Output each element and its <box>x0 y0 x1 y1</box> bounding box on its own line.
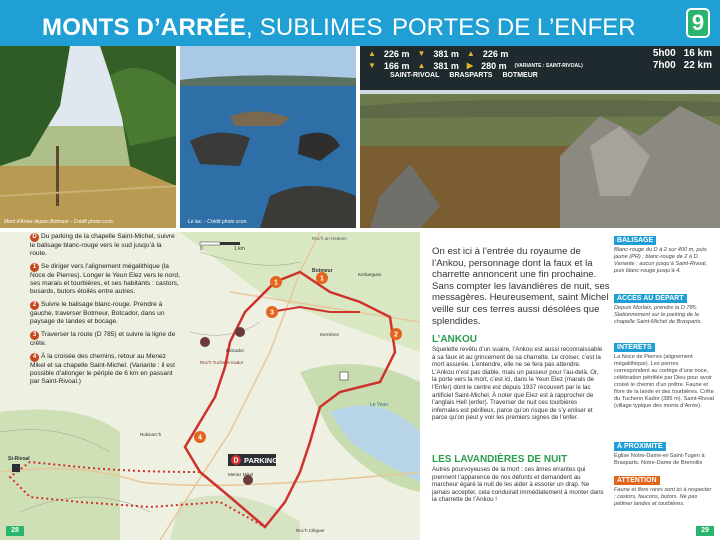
scale-label-1: 1 km <box>234 246 245 252</box>
section-title-ankou: L’ANKOU <box>432 334 477 345</box>
map-label: Botcador <box>226 348 245 353</box>
elevation-icon: ▶ <box>466 61 474 70</box>
direction-step: 2 Suivre le balisage blanc-rouge. Prendre à gauche, traverser Botmeur, Botcador, dans un paysage de landes et bocage. <box>30 301 165 325</box>
balisage-text: Blanc-rouge du D à 2 sur 400 m, puis jaune (PR) ; blanc-rouge de 2 à D. Variante : aucun jusqu’à Saint-Rivoal, puis blanc-rouge jusqu’à 4. <box>614 247 708 274</box>
attention-text: Faune et flore rares sont ici à respecter : castors, faucons, butors. Ne pas piétiner landes et tourbières. <box>614 487 712 507</box>
svg-text:4: 4 <box>198 434 202 442</box>
page-number-right: 29 <box>696 526 714 536</box>
map-label: Le Yeun <box>370 402 389 408</box>
descent-icon: ▼ <box>417 49 426 58</box>
map-label: Roc’h an Hedenn <box>312 236 347 241</box>
section-title-lavandieres: LES LAVANDIÈRES DE NUIT <box>432 454 568 465</box>
stats-row-variant: ▼ 166 m ▲ 381 m ▶ 280 m (VARIANTE : SAINT-RIVOAL) 7h00 22 km <box>368 60 712 71</box>
map-label: Rokinarc’h <box>140 432 162 437</box>
map-label: Menez Mikel <box>228 472 254 477</box>
section-body-ankou: Squelette revêtu d’un suaire, l’Ankou est aussi reconnaissable à sa faux et au grincement de sa charrette. Le croiser, c’est la mort assurée. L’entendre, elle ne se fera pas attendre. L’Ankou n’est pas diable, mais un passeur pour l’au-delà. Or, la porte vers la mort, c’est ici, dans le Yeun Elez (marais de l’Enfer) dont le centre est depuis 1937 recouvert par le lac artificiel Saint-Michel. À noter que Elez est à rapprocher de l’anglais Hell (enfer). Traverser de nuit ces tourbières infernales est périlleux, parce qu’on risque de s’y enliser et parce qu’on peut y voir les premiers signes de l’enfer. <box>432 346 603 422</box>
scale-label-0: 0 <box>200 246 203 252</box>
places-row: SAINT-RIVOAL BRASPARTS BOTMEUR <box>390 71 538 79</box>
ascent-icon: ▼ <box>368 61 376 70</box>
direction-step: 3 Traverser la route (D 785) et suivre la ligne de crête. <box>30 331 176 347</box>
elevation-icon: ▲ <box>466 49 475 58</box>
map-label: Roc’h Tuchenn Kador <box>200 360 244 365</box>
section-body-lavandieres: Autres pourvoyeuses de la mort : ces âmes errantes qui prennent l’apparence de nos défunts et demandent au marcheur égaré la nuit de les aider à essorer un drap. Ne jamais accepter, cela conduirait immédiatement à monter dans la charrette de l’Ankou ! <box>432 466 604 504</box>
directions-panel <box>28 233 180 391</box>
photo-caption: Le lac. - Crédit photo ccon. <box>188 219 248 225</box>
interets-heading: INTÉRÊTS <box>614 343 655 352</box>
balisage-heading: BALISAGE <box>614 236 656 245</box>
svg-text:D: D <box>233 457 239 465</box>
svg-text:3: 3 <box>270 309 274 317</box>
proximite-text: Église Notre-Dame-et-Saint-Tugen à Brasparts. Notre-Dame de Brennilis <box>614 453 705 466</box>
parking-label: PARKING <box>244 456 279 465</box>
map-label: Kerbargues <box>358 272 382 277</box>
step-number: D <box>30 233 39 242</box>
acces-heading: ACCÈS AU DÉPART <box>614 294 687 303</box>
ascent-icon: ▲ <box>368 49 376 58</box>
photo-caption <box>630 86 714 225</box>
route-number-badge: 9 <box>686 8 710 38</box>
direction-step: 1 Se diriger vers l’alignement mégalithique (la Noce de Pierres). Longer le Yeun Elez vers le nord, ses marais et tourbières, et ses habitants : castors, busards, butors étoilés entre autres. <box>30 263 180 295</box>
step-number: 4 <box>30 353 39 362</box>
step-number: 1 <box>30 263 39 272</box>
map-label: Roc’h Cléguer <box>296 528 325 533</box>
page-number-left: 28 <box>6 526 24 536</box>
svg-text:2: 2 <box>394 331 398 339</box>
photo-lake <box>180 46 356 228</box>
svg-text:1: 1 <box>274 279 278 287</box>
step-number: 3 <box>30 331 39 340</box>
photo-caption: Mont d’Arrée depuis Botmeur - Crédit photo ccon. <box>4 219 115 225</box>
step-number: 2 <box>30 301 39 310</box>
acces-text: Depuis Morlaix, prendre la D 785. Stationnement sur le parking de la chapelle Saint-Michel de Brasparts. <box>614 305 702 325</box>
attention-heading: ATTENTION <box>614 476 660 485</box>
title-right: PORTES DE L’ENFER <box>392 14 636 41</box>
direction-step: 4 À la croisée des chemins, retour au Menez Mikel et sa chapelle Saint-Michel. (Variante : il est possible d’allonger le périple de 6 km en passant par Saint-Rivoal.) <box>30 353 176 385</box>
map-label: St-Rivoal <box>8 456 30 462</box>
title-left: MONTS D’ARRÉE, SUBLIMES <box>42 14 383 41</box>
interets-text: La Noce de Pierres (alignement mégalithique). Les pierres correspondent au cortège d’une noce, célébration pétrifiée par Dieu pour avoir croisé le chemin d’un prêtre. Faune et flore de la lande et des tourbières. Crête du Tuchenn Kador (385 m). Saint-Rivoal (village typique des monts d’Arrée). <box>614 354 714 409</box>
svg-text:1: 1 <box>320 275 324 283</box>
proximite-heading: À PROXIMITÉ <box>614 442 666 451</box>
direction-step: D Du parking de la chapelle Saint-Michel, suivre le balisage blanc-rouge vers le sud jusqu’à la route. <box>30 233 175 257</box>
stats-row-main: ▲ 226 m ▼ 381 m ▲ 226 m 5h00 16 km <box>368 48 712 59</box>
map-label: Botmeur <box>312 268 333 274</box>
map-label: Kernévez <box>320 332 340 337</box>
descent-icon: ▲ <box>417 61 426 70</box>
photo-meadow <box>0 46 176 228</box>
article-intro: On est ici à l’entrée du royaume de l’Ankou, personnage dont la faux et la charrette annoncent une fin prochaine. Sans compter les lavandières de nuit, ses messagères. Heureusement, saint Michel veille sur ces terres aussi désolées que splendides. <box>432 246 610 327</box>
